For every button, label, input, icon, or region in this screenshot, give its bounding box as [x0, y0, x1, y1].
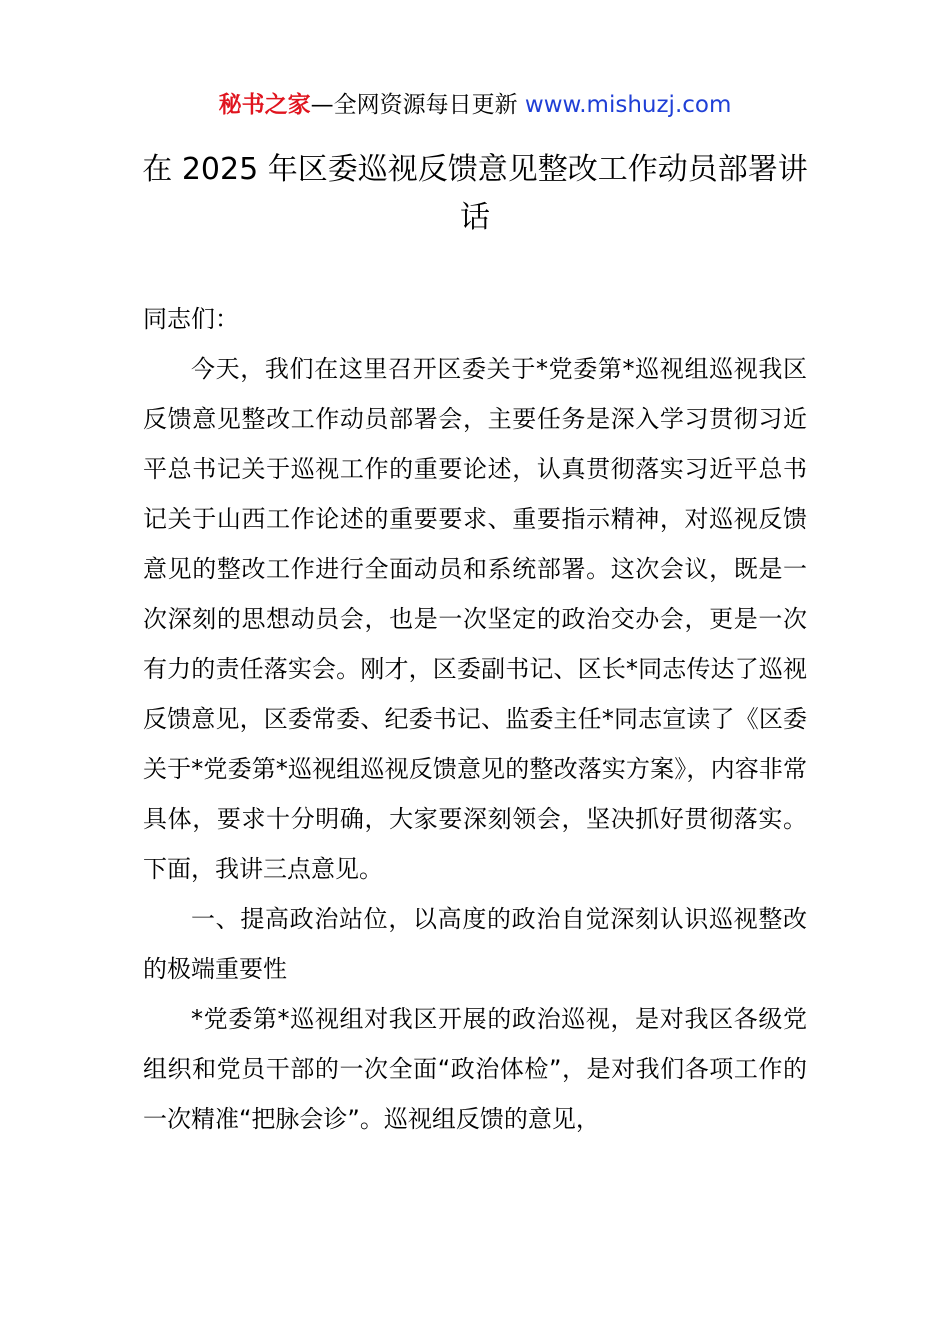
salutation: 同志们：: [143, 305, 239, 333]
site-header: [0, 86, 950, 124]
site-brand: 秘书之家: [218, 92, 311, 118]
paragraph-intro: 今天，我们在这里召开区委关于*党委第*巡视组巡视我区反馈意见整改工作动员部署会，主要任务是深入学习贯彻习近平总书记关于巡视工作的重要论述，认真贯彻落实习近平总书记关于山西工作论述的重要要求、重要指示精神，对巡视反馈意见的整改工作进行全面动员和系统部署。这次会议，既是一次深刻的思想动员会，也是一次坚定的政治交办会，更是一次有力的责任落实会。刚才，区委副书记、区长*同志传达了巡视反馈意见，区委常委、纪委书记、监委主任*同志宣读了《区委关于*党委第*巡视组巡视反馈意见的整改落实方案》，内容非常具体，要求十分明确，大家要深刻领会，坚决抓好贯彻落实。下面，我讲三点意见。: [143, 355, 807, 883]
section-heading-1: 一、提高政治站位，以高度的政治自觉深刻认识巡视整改的极端重要性: [143, 905, 807, 983]
document-body: [143, 294, 807, 1144]
document-title: 在 2025 年区委巡视反馈意见整改工作动员部署讲话: [142, 152, 808, 235]
paragraph-section-1: *党委第*巡视组对我区开展的政治巡视，是对我区各级党组织和党员干部的一次全面“政治体检”，是对我们各项工作的一次精准“把脉会诊”。巡视组反馈的意见，: [143, 1005, 807, 1133]
site-tagline: —全网资源每日更新: [310, 92, 525, 118]
site-url-link[interactable]: www.mishuzj.com: [524, 92, 732, 118]
